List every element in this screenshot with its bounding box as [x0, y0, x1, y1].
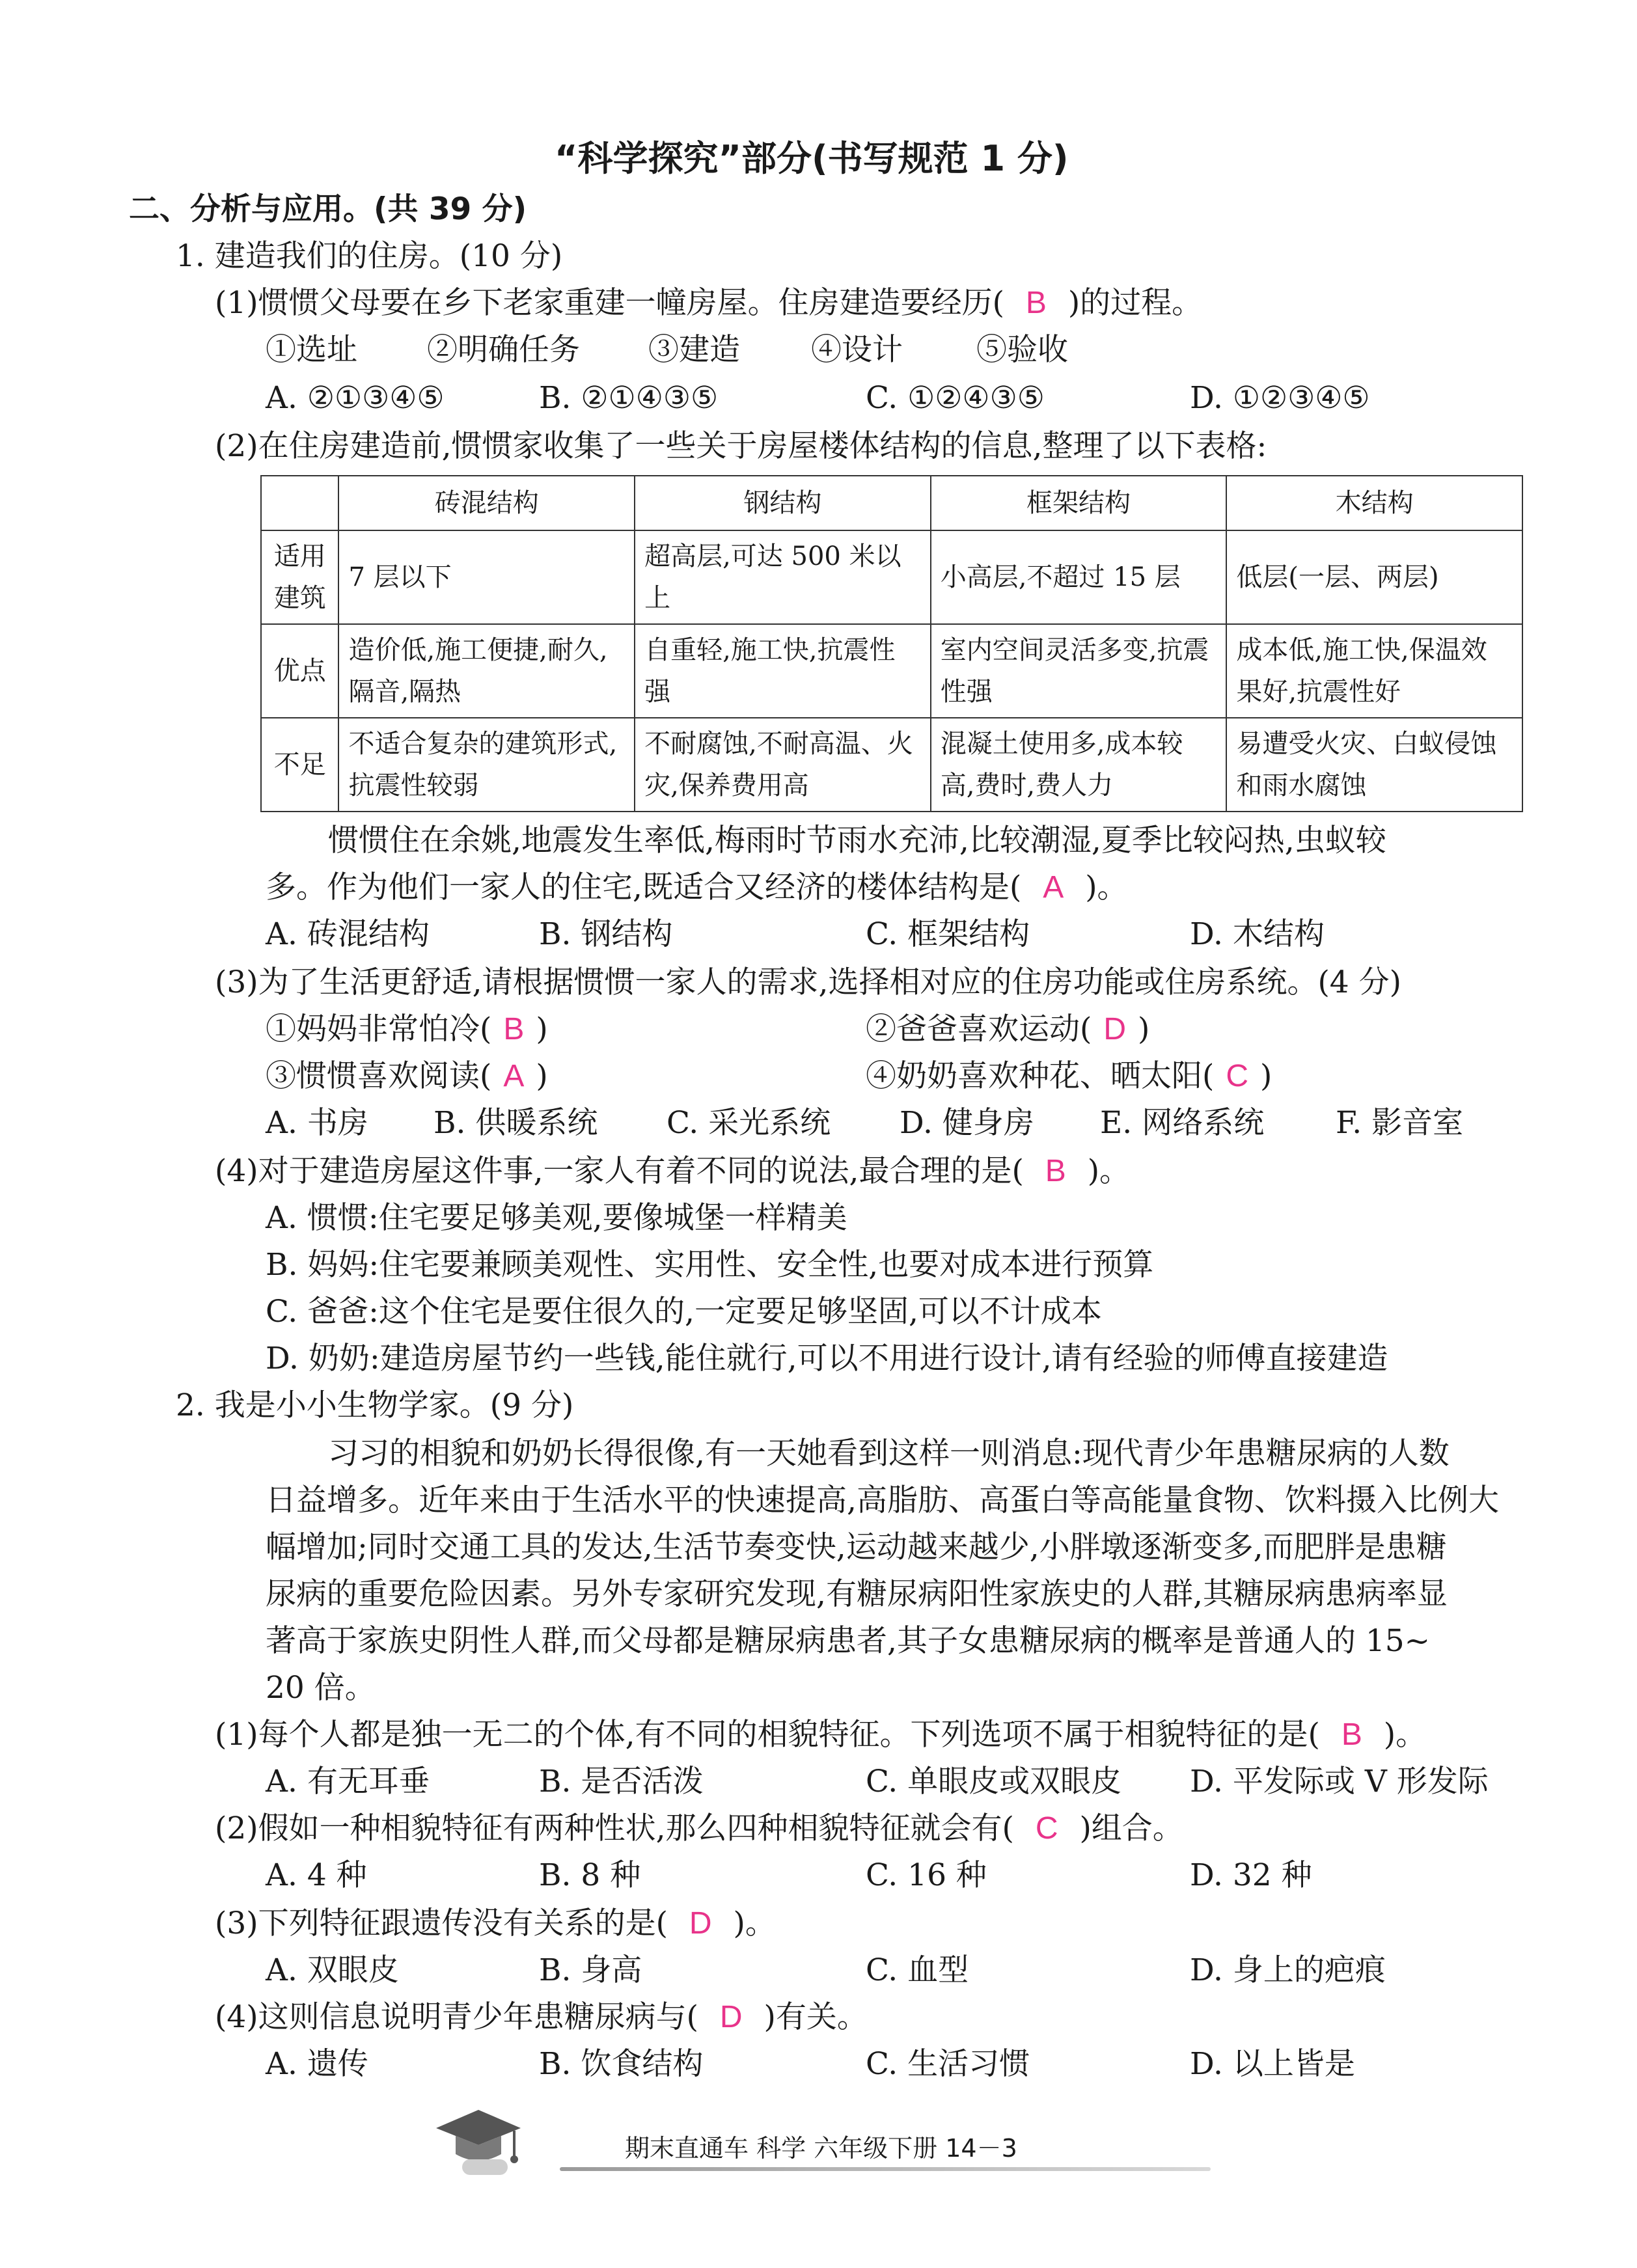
q1-p3-stem: (3)为了生活更舒适,请根据惯惯一家人的需求,选择相对应的住房功能或住房系统。(4 分) — [215, 964, 1401, 1000]
option-c: C. 生活习惯 — [866, 2046, 1030, 2082]
table-cell: 低层(一层、两层) — [1226, 530, 1522, 624]
option-c: C. 单眼皮或双眼皮 — [866, 1764, 1122, 1799]
q1-p2-question — [266, 868, 1128, 907]
stem-text: )。 — [1087, 1153, 1131, 1189]
q1-p2-context: 惯惯住在余姚,地震发生率低,梅雨时节雨水充沛,比较潮湿,夏季比较闷热,虫蚁较 — [328, 823, 1386, 858]
list-item: ②明确任务 — [427, 332, 580, 368]
q1-p3-item-d — [866, 1057, 1272, 1096]
q2-heading: 2. 我是小小生物学家。(9 分) — [176, 1387, 574, 1423]
stem-text: (1)每个人都是独一无二的个体,有不同的相貌特征。下列选项不属于相貌特征的是( — [215, 1717, 1320, 1753]
stem-text: (2)假如一种相貌特征有两种性状,那么四种相貌特征就会有( — [215, 1810, 1014, 1846]
structure-table — [260, 475, 1523, 812]
answer-mark: D — [719, 2000, 743, 2034]
table-header: 框架结构 — [931, 476, 1227, 530]
row-header: 适用建筑 — [261, 530, 338, 624]
option-d: D. 奶奶:建造房屋节约一些钱,能住就行,可以不用进行设计,请有经验的师傅直接建造 — [266, 1341, 1388, 1376]
stem-text: (3)下列特征跟遗传没有关系的是( — [215, 1906, 668, 1941]
table-cell: 造价低,施工便捷,耐久,隔音,隔热 — [338, 624, 635, 718]
q2-p2-stem — [215, 1809, 1183, 1848]
section-heading: 二、分析与应用。(共 39 分) — [129, 191, 527, 227]
option-b: B. 8 种 — [539, 1857, 641, 1893]
table-cell: 自重轻,施工快,抗震性强 — [635, 624, 931, 718]
option-b: B. ②①④③⑤ — [539, 380, 719, 416]
q1-heading: 1. 建造我们的住房。(10 分) — [176, 238, 563, 274]
stem-text: ②爸爸喜欢运动( — [866, 1011, 1092, 1047]
option-b: B. 饮食结构 — [539, 2046, 704, 2082]
option-a: A. 惯惯:住宅要足够美观,要像城堡一样精美 — [266, 1200, 847, 1236]
table-cell: 室内空间灵活多变,抗震性强 — [931, 624, 1227, 718]
q2-p4-stem — [215, 1998, 868, 2037]
table-cell: 不耐腐蚀,不耐高温、火灾,保养费用高 — [635, 718, 931, 812]
stem-text: ①妈妈非常怕冷( — [266, 1011, 492, 1047]
answer-mark: B — [503, 1012, 525, 1046]
table-header: 木结构 — [1226, 476, 1522, 530]
option-a: A. 书房 — [266, 1105, 368, 1141]
list-item: ④设计 — [811, 332, 903, 368]
option-e: E. 网络系统 — [1100, 1105, 1265, 1141]
list-item: ⑤验收 — [976, 332, 1068, 368]
table-cell: 小高层,不超过 15 层 — [931, 530, 1227, 624]
option-b: B. 供暖系统 — [433, 1105, 598, 1141]
q2-p1-stem — [215, 1715, 1426, 1755]
option-d: D. 以上皆是 — [1190, 2046, 1355, 2082]
option-d: D. 身上的疤痕 — [1190, 1952, 1386, 1988]
row-header: 不足 — [261, 718, 338, 812]
option-d: D. 健身房 — [900, 1105, 1034, 1141]
option-c: C. 框架结构 — [866, 916, 1030, 952]
table-row — [261, 530, 1522, 624]
stem-text: 多。作为他们一家人的住宅,既适合又经济的楼体结构是( — [266, 869, 1022, 905]
table-row — [261, 718, 1522, 812]
answer-mark: A — [1043, 870, 1064, 905]
option-d: D. 木结构 — [1190, 916, 1325, 952]
option-a: A. 遗传 — [266, 2046, 368, 2082]
row-header: 优点 — [261, 624, 338, 718]
option-c: C. ①②④③⑤ — [866, 380, 1045, 416]
stem-text: ③惯惯喜欢阅读( — [266, 1058, 492, 1094]
page-footer — [430, 2102, 1211, 2187]
graduation-cap-icon — [430, 2102, 527, 2180]
table-header — [261, 476, 338, 530]
footer-divider — [560, 2167, 1211, 2171]
stem-text: )。 — [1085, 869, 1128, 905]
answer-mark: A — [503, 1059, 525, 1093]
option-a: A. 有无耳垂 — [266, 1764, 430, 1799]
table-cell: 超高层,可达 500 米以上 — [635, 530, 931, 624]
stem-text: )的过程。 — [1067, 285, 1203, 321]
table-cell: 混凝土使用多,成本较高,费时,费人力 — [931, 718, 1227, 812]
answer-mark: D — [1103, 1012, 1127, 1046]
stem-text: )组合。 — [1079, 1810, 1183, 1846]
q1-p3-item-b — [866, 1010, 1149, 1049]
q1-p3-item-c — [266, 1057, 548, 1096]
stem-text: (4)对于建造房屋这件事,一家人有着不同的说法,最合理的是( — [215, 1153, 1024, 1189]
stem-text: (1)惯惯父母要在乡下老家重建一幢房屋。住房建造要经历( — [215, 285, 1004, 321]
option-d: D. ①②③④⑤ — [1190, 380, 1370, 416]
q1-p4-stem — [215, 1152, 1130, 1191]
answer-mark: C — [1035, 1811, 1058, 1846]
footer-text: 期末直通车 科学 六年级下册 14－3 — [625, 2134, 1017, 2163]
table-header: 砖混结构 — [338, 476, 635, 530]
option-b: B. 钢结构 — [539, 916, 673, 952]
table-cell: 成本低,施工快,保温效果好,抗震性好 — [1226, 624, 1522, 718]
option-c: C. 16 种 — [866, 1857, 987, 1893]
answer-mark: B — [1025, 286, 1047, 320]
stem-text: ) — [1138, 1011, 1150, 1047]
q2-passage-line: 20 倍。 — [266, 1670, 376, 1706]
q2-passage-line: 日益增多。近年来由于生活水平的快速提高,高脂肪、高蛋白等高能量食物、饮料摄入比例大 — [266, 1482, 1499, 1518]
option-d: D. 32 种 — [1190, 1857, 1312, 1893]
table-cell: 7 层以下 — [338, 530, 635, 624]
q1-p1-stem — [215, 284, 1202, 323]
q2-p3-stem — [215, 1904, 776, 1943]
table-cell: 不适合复杂的建筑形式,抗震性较弱 — [338, 718, 635, 812]
answer-mark: C — [1226, 1059, 1249, 1093]
option-c: C. 血型 — [866, 1952, 969, 1988]
option-a: A. 砖混结构 — [266, 916, 430, 952]
option-b: B. 妈妈:住宅要兼顾美观性、实用性、安全性,也要对成本进行预算 — [266, 1247, 1154, 1283]
stem-text: ) — [536, 1011, 548, 1047]
q2-passage-line: 习习的相貌和奶奶长得很像,有一天她看到这样一则消息:现代青少年患糖尿病的人数 — [328, 1436, 1450, 1471]
option-a: A. 4 种 — [266, 1857, 367, 1893]
table-header: 钢结构 — [635, 476, 931, 530]
stem-text: )有关。 — [763, 1999, 868, 2035]
stem-text: )。 — [733, 1906, 776, 1941]
stem-text: ) — [536, 1058, 548, 1094]
option-c: C. 采光系统 — [667, 1105, 831, 1141]
option-b: B. 是否活泼 — [539, 1764, 704, 1799]
answer-mark: B — [1341, 1717, 1362, 1752]
stem-text: ④奶奶喜欢种花、晒太阳( — [866, 1058, 1215, 1094]
option-c: C. 爸爸:这个住宅是要住很久的,一定要足够坚固,可以不计成本 — [266, 1294, 1102, 1330]
table-row — [261, 624, 1522, 718]
list-item: ①选址 — [266, 332, 357, 368]
list-item: ③建造 — [648, 332, 740, 368]
option-a: A. 双眼皮 — [266, 1952, 399, 1988]
q1-p3-item-a — [266, 1010, 548, 1049]
answer-mark: B — [1045, 1154, 1066, 1188]
q2-passage-line: 幅增加;同时交通工具的发达,生活节奏变快,运动越来越少,小胖墩逐渐变多,而肥胖是患糖 — [266, 1529, 1447, 1565]
option-f: F. 影音室 — [1336, 1105, 1464, 1141]
q1-p2-stem: (2)在住房建造前,惯惯家收集了一些关于房屋楼体结构的信息,整理了以下表格: — [215, 428, 1267, 464]
option-a: A. ②①③④⑤ — [266, 380, 445, 416]
q2-passage-line: 尿病的重要危险因素。另外专家研究发现,有糖尿病阳性家族史的人群,其糖尿病患病率显 — [266, 1576, 1448, 1612]
option-d: D. 平发际或 V 形发际 — [1190, 1764, 1489, 1799]
stem-text: (4)这则信息说明青少年患糖尿病与( — [215, 1999, 698, 2035]
table-cell: 易遭受火灾、白蚁侵蚀和雨水腐蚀 — [1226, 718, 1522, 812]
answer-mark: D — [689, 1906, 712, 1941]
stem-text: )。 — [1383, 1717, 1427, 1753]
option-b: B. 身高 — [539, 1952, 642, 1988]
stem-text: ) — [1260, 1058, 1272, 1094]
page-title: “科学探究”部分(书写规范 1 分) — [555, 138, 1069, 179]
q2-passage-line: 著高于家族史阴性人群,而父母都是糖尿病患者,其子女患糖尿病的概率是普通人的 15~ — [266, 1623, 1431, 1659]
